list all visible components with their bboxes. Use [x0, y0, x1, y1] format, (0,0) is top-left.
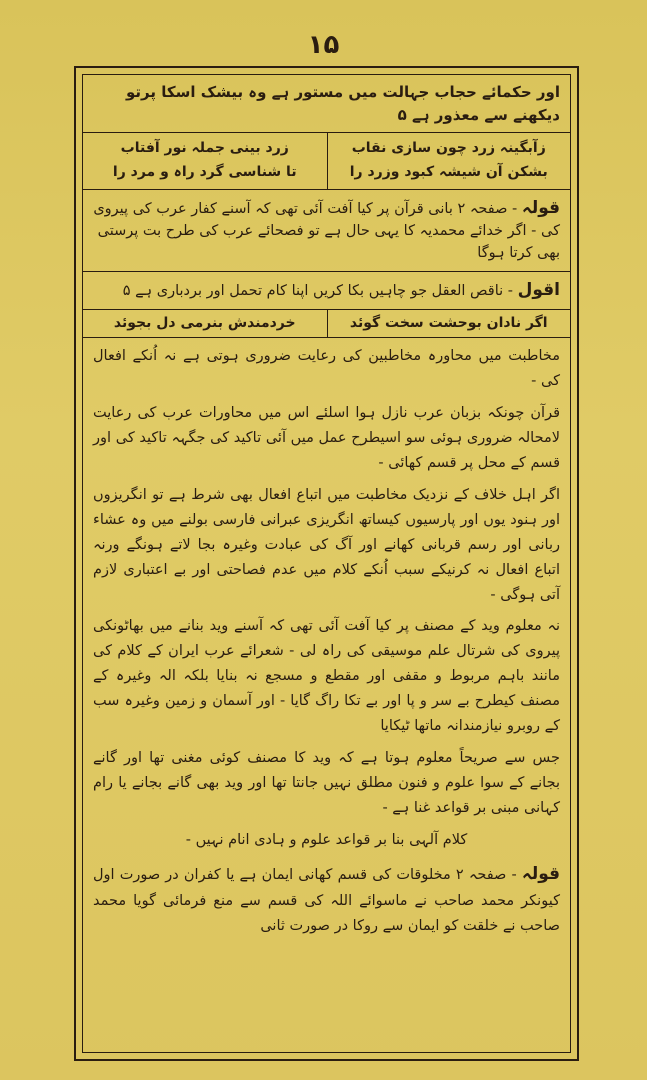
verse-couplet-1 — [83, 133, 570, 190]
verse1-right-line-2: بشکن آن شیشہ کبود وزرد را — [349, 163, 548, 180]
qaul-block-1: قولہ - صفحہ ۲ بانی قرآن پر کیا آفت آئی تھی کہ آسنے کفار عرب کی پیروی کی - اگر خدائے محمدیہ کا یہی حال ہے تو فصحائے عرب کی طرح بت پرستی بھی کرتا ہوگا — [83, 190, 570, 272]
verse1-left-line-1: زرد بینی جملہ نور آفتاب — [120, 140, 289, 156]
qaul2-heading: قولہ — [521, 863, 560, 884]
aqool-text: ناقص العقل جو چاہیں بکا کریں اپنا کام تحمل اور بردباری ہے ۵ — [122, 282, 504, 299]
text-frame-inner — [82, 74, 571, 1053]
paragraph: جس سے صریحاً معلوم ہوتا ہے کہ وید کا مصنف کوئی مغنی تھا اور گانے بجانے کے سوا علوم و فنون مطلق نہیں جانتا تھا اور وید بھی گانے بجانے یا رام کہانی مبنی بر قواعد غنا ہے - — [93, 750, 560, 817]
verse2-left: خردمندش بنرمی دل بجوئد — [113, 315, 296, 332]
qaul-heading: قولہ — [521, 197, 560, 218]
paragraph: نہ معلوم وید کے مصنف پر کیا آفت آئی تھی کہ آسنے وید بنانے میں بھاٹونکی پیروی کی شرتال علم موسیقی کی راہ لی - شعرائے عرب ایران کے کلام کی مانند باہم مربوط و مقفی اور مقطع و مسجع نہ بنایا بلکہ الہ وغیرہ کے مصنف کیطرح بے سر و پا اور بے تکا راگ گایا - اور آسمان و زمین وغیرہ سب کے روبرو نیازمندانہ ماتھا ٹیکایا — [93, 618, 560, 735]
paragraph: کلام آلہی بنا بر قواعد علوم و ہادی انام نہیں - — [185, 831, 468, 848]
body-text — [83, 338, 570, 939]
verse1-left-line-2: تا شناسی گرد راہ و مرد را — [112, 163, 297, 180]
paragraph: مخاطبت میں محاورہ مخاطبین کی رعایت ضروری ہوتی ہے نہ اُنکے افعال کی - — [93, 348, 560, 390]
verse2-right: اگر نادان بوحشت سخت گوئد — [327, 310, 571, 337]
paragraph: اگر اہل خلاف کے نزدیک مخاطبت میں اتباع افعال بھی شرط ہے تو انگریزوں اور ہنود یوں اور پارسیوں کیساتھ انگریزی عبرانی فارسی بولنے میں وہ عشاء ربانی اور رسم قربانی کھانے اور آگ کی عبادت وغیرہ بجا لاتے ہونگے ورنہ اتباع افعال نہ کرنیکے سبب اُنکے کلام میں عدم فصاحتی اور بے اعتباری لازم آتی ہوگی - — [93, 486, 560, 603]
top-line: اور حکمائے حجاب جہالت میں مستور ہے وہ بیشک اسکا پرتو دیکھنے سے معذور ہے ۵ — [83, 75, 570, 133]
aqool-block-1: اقول - ناقص العقل جو چاہیں بکا کریں اپنا کام تحمل اور بردباری ہے ۵ — [83, 272, 570, 311]
verse1-left — [83, 133, 327, 189]
aqool-heading: اقول — [517, 279, 560, 300]
text-frame — [74, 66, 579, 1061]
verse1-right-line-1: زآبگینہ زرد چون سازی نقاب — [351, 140, 546, 156]
qaul2-text: صفحہ ۲ مخلوقات کی قسم کھانی ایمان ہے یا کفران در صورت اول کیونکر محمد صاحب نے ماسوائے اللہ کی قسم سے منع فرمائی گویا محمد صاحب نے خلقت کو ایمان سے روکا در صورت ثانی — [93, 866, 560, 935]
qaul-text: صفحہ ۲ بانی قرآن پر کیا آفت آئی تھی کہ آسنے کفار عرب کی پیروی کی - اگر خدائے محمدیہ کا یہی حال ہے تو فصحائے عرب کی طرح بت پرستی بھی کرتا ہوگا — [93, 200, 560, 261]
qaul-block-2: قولہ - صفحہ ۲ مخلوقات کی قسم کھانی ایمان ہے یا کفران در صورت اول کیونکر محمد صاحب نے ماسوائے اللہ کی قسم سے منع فرمائی گویا محمد صاحب نے خلقت کو ایمان سے روکا در صورت ثانی — [93, 863, 560, 935]
verse-couplet-2 — [83, 310, 570, 338]
verse1-right — [327, 133, 571, 189]
page-number: ۱۵ — [307, 30, 340, 60]
paragraph: قرآن چونکہ بزبان عرب نازل ہوا اسلئے اس میں محاورات عرب کی رعایت لامحالہ ضروری ہوئی سو اسیطرح عمل میں آئی تاکید کی جگہہ تاکید کی اور قسم کے محل پر قسم کھائی - — [93, 404, 560, 471]
